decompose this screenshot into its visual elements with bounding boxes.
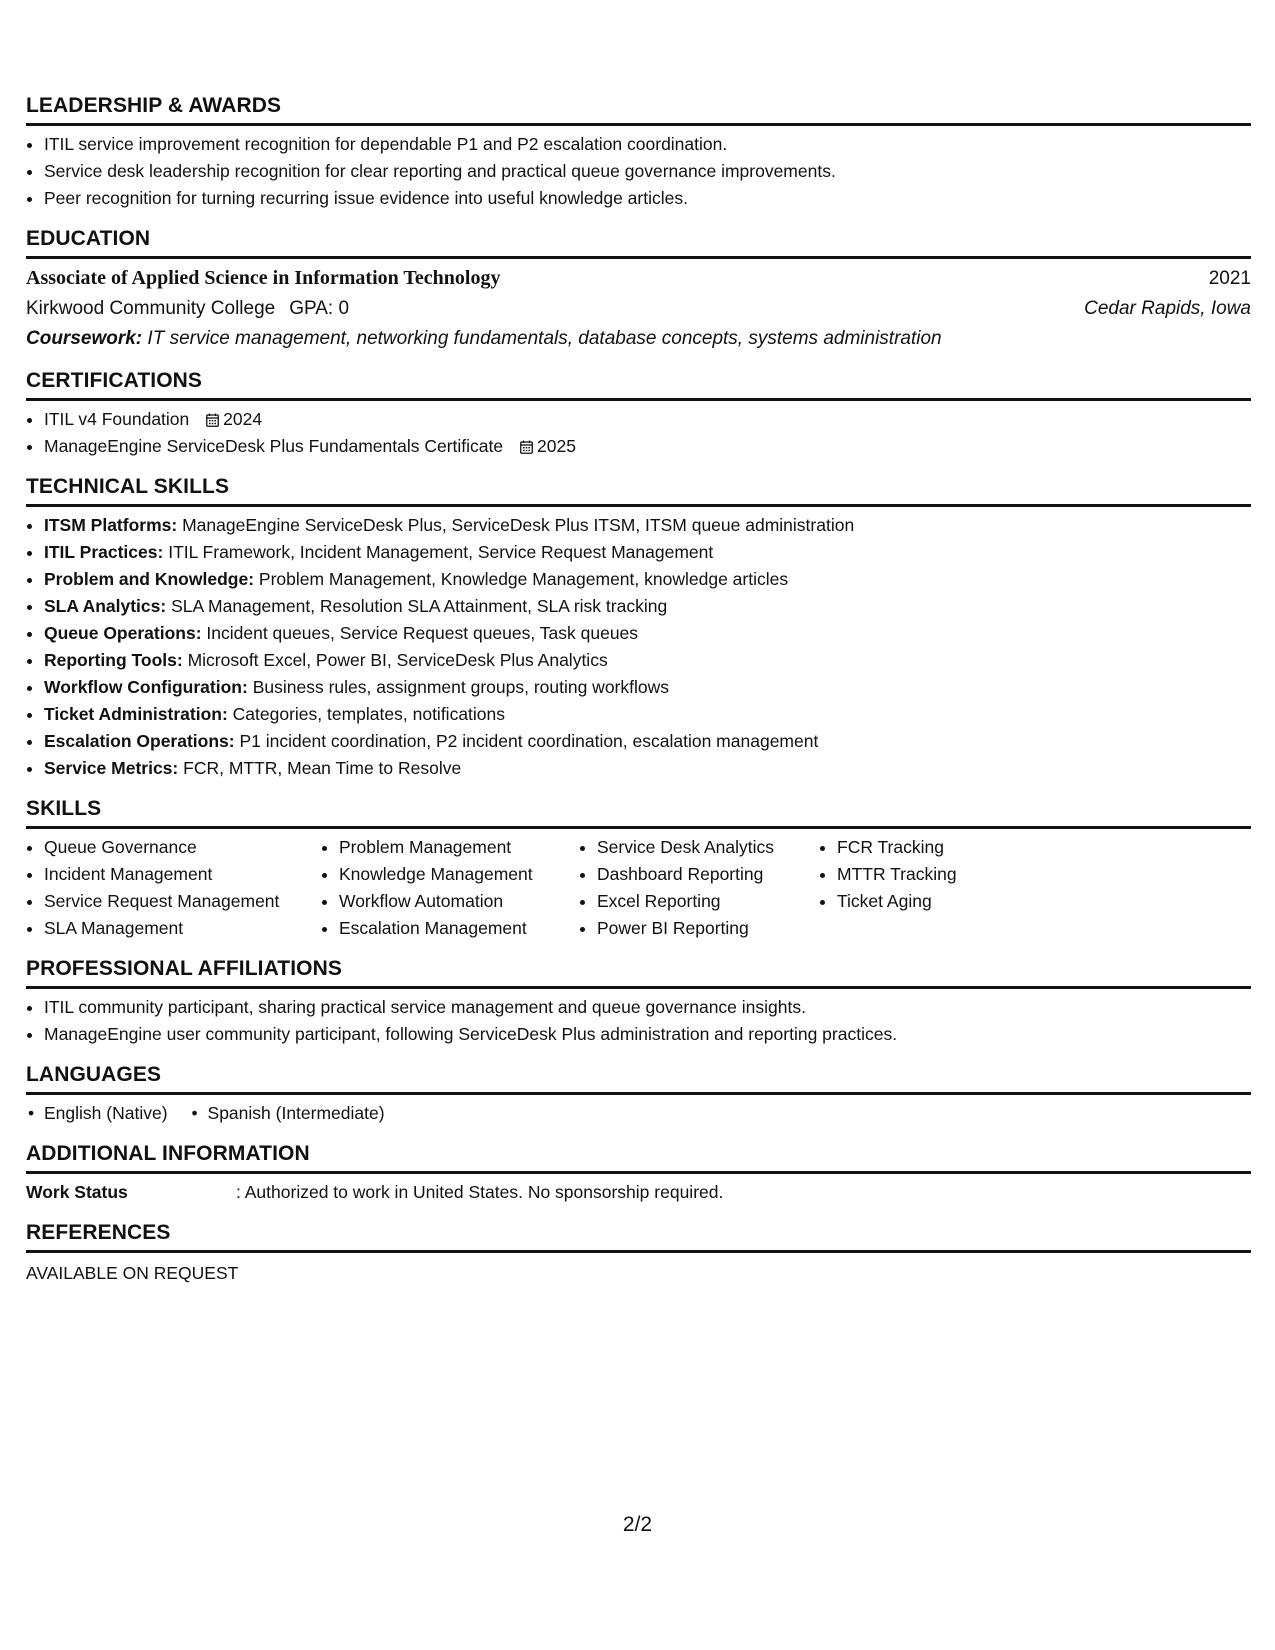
skill-values: FCR, MTTR, Mean Time to Resolve <box>183 758 462 778</box>
certifications-heading: CERTIFICATIONS <box>26 368 1251 401</box>
affiliations-section <box>26 956 1251 1048</box>
skill-values: ITIL Framework, Incident Management, Service Request Management <box>168 542 714 562</box>
list-item <box>44 755 1251 782</box>
list-item <box>44 620 1251 647</box>
graduation-year: 2021 <box>1208 268 1251 289</box>
skill-category: Escalation Operations: <box>44 731 235 751</box>
skill-category: ITSM Platforms: <box>44 515 178 535</box>
education-school-row <box>26 294 1251 324</box>
skill-values: ManageEngine ServiceDesk Plus, ServiceDesk Plus ITSM, ITSM queue administration <box>182 515 855 535</box>
work-status-value: : Authorized to work in United States. No sponsorship required. <box>236 1182 724 1202</box>
list-item: • ITIL service improvement recognition for dependable P1 and P2 escalation coordination. <box>44 131 1251 158</box>
skills-heading: SKILLS <box>26 796 1251 829</box>
leadership-section <box>26 93 1251 212</box>
list-item: • Problem Management <box>339 834 579 861</box>
list-item: • Queue Governance <box>44 834 321 861</box>
additional-info-section <box>26 1141 1251 1206</box>
skills-column-3 <box>579 834 819 942</box>
list-item: • ITIL community participant, sharing practical service management and queue governance insights. <box>44 994 1251 1021</box>
list-item <box>44 647 1251 674</box>
degree-name: Associate of Applied Science in Information Technology <box>26 267 501 289</box>
list-item: • English (Native) <box>26 1100 168 1127</box>
skill-values: Business rules, assignment groups, routing workflows <box>252 677 670 697</box>
skill-category: Problem and Knowledge: <box>44 569 255 589</box>
skill-values: Microsoft Excel, Power BI, ServiceDesk Plus Analytics <box>187 650 608 670</box>
skill-category: ITIL Practices: <box>44 542 164 562</box>
list-item: • FCR Tracking <box>837 834 1037 861</box>
list-item <box>44 728 1251 755</box>
school-info <box>26 294 349 324</box>
list-item: • Service desk leadership recognition for clear reporting and practical queue governance improvements. <box>44 158 1251 185</box>
list-item: • Power BI Reporting <box>597 915 819 942</box>
references-text: AVAILABLE ON REQUEST <box>26 1263 239 1283</box>
affiliations-list <box>26 994 1251 1048</box>
skills-columns <box>26 834 1251 942</box>
languages-heading: LANGUAGES <box>26 1062 1251 1095</box>
coursework-text: IT service management, networking fundamentals, database concepts, systems administration <box>147 328 942 349</box>
calendar-icon <box>520 440 533 454</box>
calendar-icon <box>206 413 219 427</box>
list-item: • Peer recognition for turning recurring issue evidence into useful knowledge articles. <box>44 185 1251 212</box>
education-section <box>26 226 1251 354</box>
education-heading: EDUCATION <box>26 226 1251 259</box>
references-heading: REFERENCES <box>26 1220 1251 1253</box>
list-item: • ManageEngine user community participant, following ServiceDesk Plus administration and reporting practices. <box>44 1021 1251 1048</box>
page-number: 2/2 <box>622 1513 653 1536</box>
technical-skills-list <box>26 512 1251 782</box>
work-status-label: Work Status <box>26 1182 128 1202</box>
list-item <box>44 539 1251 566</box>
skills-column-1 <box>26 834 321 942</box>
gpa: GPA: 0 <box>289 298 350 319</box>
list-item: • Excel Reporting <box>597 888 819 915</box>
list-item <box>44 406 1251 433</box>
skills-column-2 <box>321 834 579 942</box>
list-item: • MTTR Tracking <box>837 861 1037 888</box>
affiliations-heading: PROFESSIONAL AFFILIATIONS <box>26 956 1251 989</box>
skill-values: P1 incident coordination, P2 incident coordination, escalation management <box>239 731 819 751</box>
technical-skills-section <box>26 474 1251 782</box>
school-location: Cedar Rapids, Iowa <box>1084 298 1251 319</box>
skills-column-4 <box>819 834 1037 942</box>
list-item: • Service Desk Analytics <box>597 834 819 861</box>
list-item: • SLA Management <box>44 915 321 942</box>
work-status-row <box>26 1178 1251 1206</box>
certification-name: ITIL v4 Foundation <box>44 409 190 429</box>
leadership-list <box>26 131 1251 212</box>
skill-category: Workflow Configuration: <box>44 677 248 697</box>
skill-category: SLA Analytics: <box>44 596 167 616</box>
coursework <box>26 324 1251 354</box>
list-item <box>44 593 1251 620</box>
list-item: • Escalation Management <box>339 915 579 942</box>
skill-values: Problem Management, Knowledge Management, knowledge articles <box>258 569 789 589</box>
skill-values: Categories, templates, notifications <box>232 704 506 724</box>
skill-category: Queue Operations: <box>44 623 202 643</box>
languages-section <box>26 1062 1251 1127</box>
leadership-heading: LEADERSHIP & AWARDS <box>26 93 1251 126</box>
technical-skills-heading: TECHNICAL SKILLS <box>26 474 1251 507</box>
list-item: • Knowledge Management <box>339 861 579 888</box>
skills-section <box>26 796 1251 942</box>
list-item: • Service Request Management <box>44 888 321 915</box>
certification-year: 2024 <box>223 409 263 429</box>
list-item <box>44 433 1251 460</box>
list-item: • Spanish (Intermediate) <box>190 1100 385 1127</box>
list-item: • Incident Management <box>44 861 321 888</box>
school-name: Kirkwood Community College <box>26 298 276 319</box>
certification-name: ManageEngine ServiceDesk Plus Fundamentals Certificate <box>44 436 504 456</box>
certifications-section <box>26 368 1251 460</box>
list-item <box>44 674 1251 701</box>
resume-page <box>26 93 1251 1301</box>
list-item <box>44 566 1251 593</box>
certification-year: 2025 <box>537 436 576 456</box>
certifications-list <box>26 406 1251 460</box>
list-item: • Dashboard Reporting <box>597 861 819 888</box>
list-item: • Workflow Automation <box>339 888 579 915</box>
skill-values: Incident queues, Service Request queues, Task queues <box>206 623 639 643</box>
languages-list <box>26 1100 1251 1127</box>
list-item: • Ticket Aging <box>837 888 1037 915</box>
coursework-label: Coursework: <box>26 328 143 349</box>
education-degree-row <box>26 263 1251 294</box>
list-item <box>44 512 1251 539</box>
skill-category: Reporting Tools: <box>44 650 183 670</box>
skill-category: Service Metrics: <box>44 758 179 778</box>
references-section <box>26 1220 1251 1287</box>
list-item <box>44 701 1251 728</box>
skill-values: SLA Management, Resolution SLA Attainment, SLA risk tracking <box>171 596 668 616</box>
skill-category: Ticket Administration: <box>44 704 228 724</box>
additional-info-heading: ADDITIONAL INFORMATION <box>26 1141 1251 1174</box>
